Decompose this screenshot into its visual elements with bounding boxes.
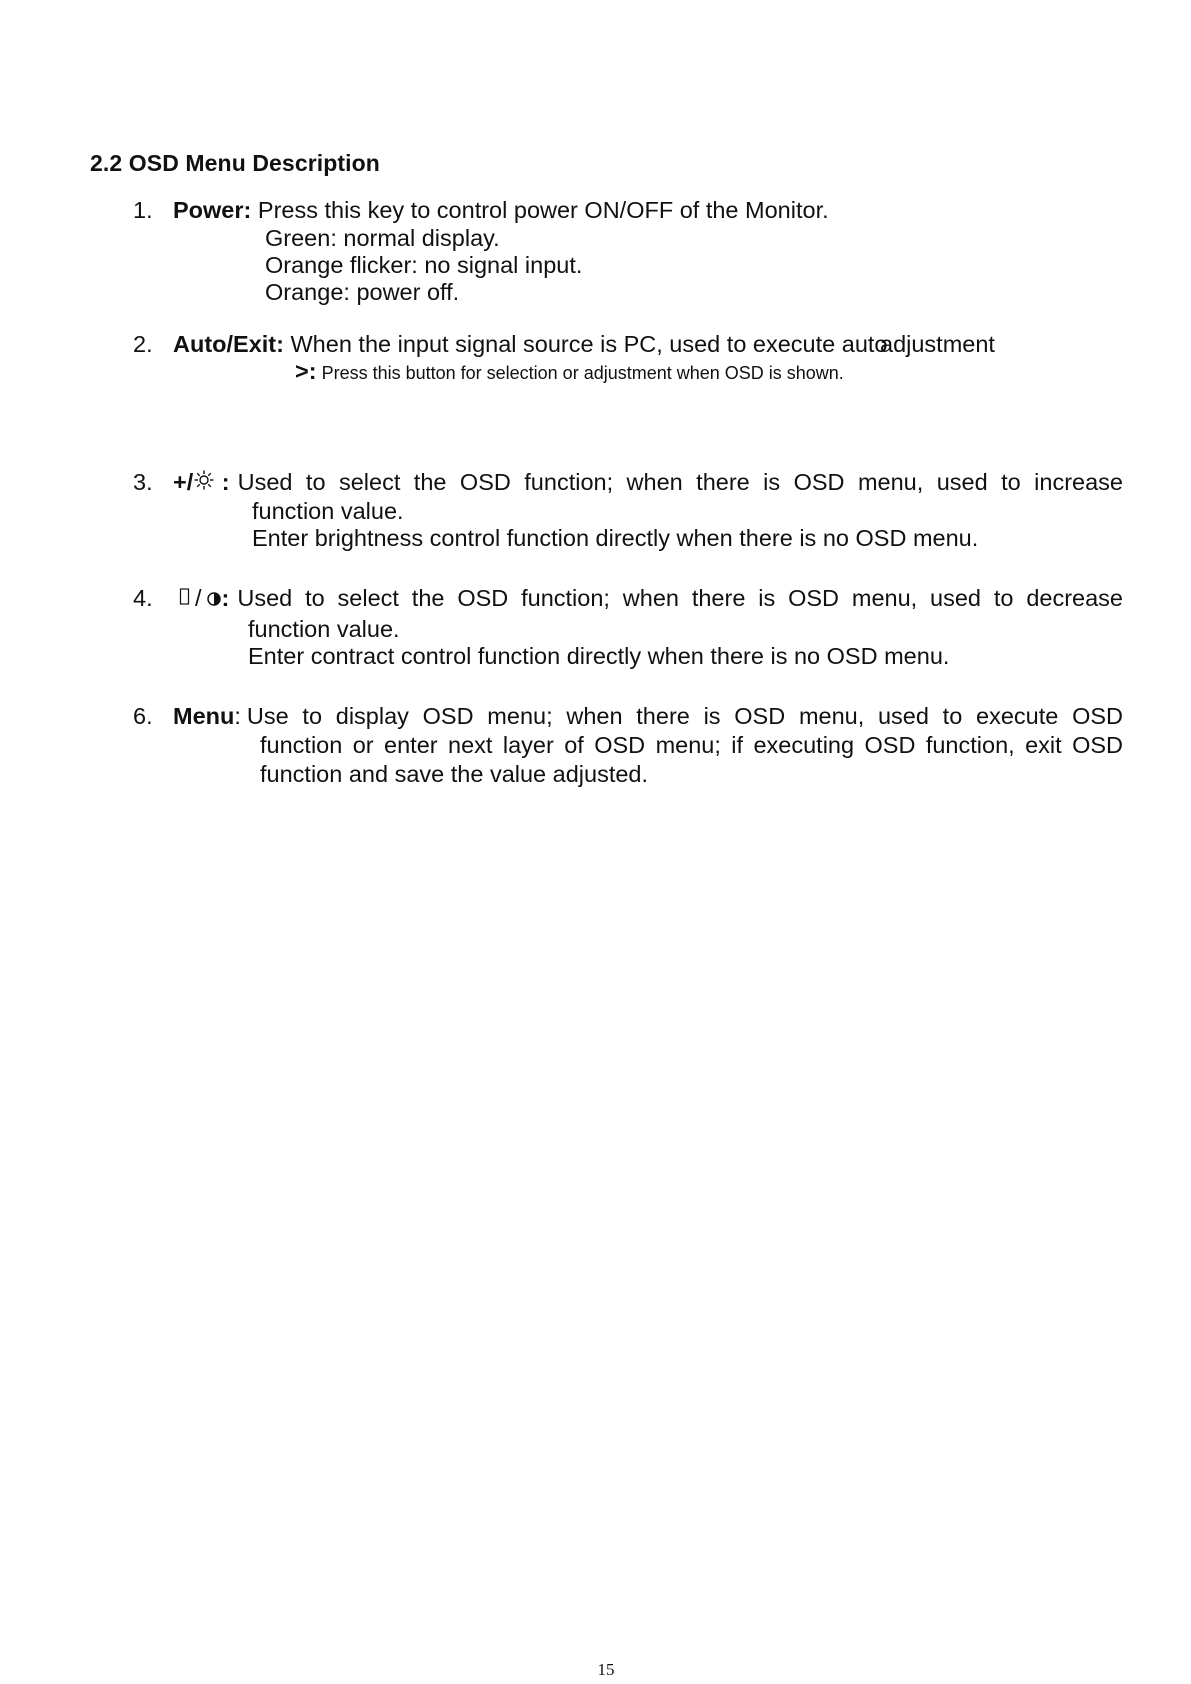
select-key-text: Press this button for selection or adjustment when OSD is shown. [316, 363, 844, 383]
select-key-label: >: [295, 358, 317, 384]
item-number: 6. [133, 703, 153, 729]
power-state-orange-flicker: Orange flicker: no signal input. [265, 252, 583, 278]
plus-brightness-line-2: function value. [252, 498, 404, 524]
plus-brightness-line-1: Used to select the OSD function; when there is OSD menu, used to increase [237, 469, 1123, 495]
section-heading: 2.2 OSD Menu Description [90, 150, 380, 176]
plus-brightness-line-3: Enter brightness control function directly when there is no OSD menu. [252, 525, 979, 551]
auto-exit-lead-text: When the input signal source is PC, used to execute auto [283, 331, 888, 357]
sun-icon [193, 469, 215, 498]
missing-glyph-icon [179, 585, 191, 614]
item-number: 3. [133, 469, 153, 495]
auto-exit-label: Auto/Exit: [173, 331, 284, 357]
auto-exit-description [173, 330, 888, 359]
minus-label-colon: : [221, 585, 230, 611]
auto-exit-tail-text: adjustment [880, 331, 995, 357]
minus-contrast-line-2: function value. [248, 616, 400, 642]
plus-brightness-line [173, 468, 1123, 498]
power-state-green: Green: normal display. [265, 225, 500, 251]
select-key-description [295, 357, 844, 388]
minus-label-slash: / [195, 585, 202, 611]
minus-contrast-line [179, 584, 1123, 614]
plus-label: +/ [173, 469, 194, 495]
power-state-orange: Orange: power off. [265, 279, 460, 305]
menu-line-3: function and save the value adjusted. [260, 761, 649, 787]
menu-label-colon: : [234, 703, 241, 729]
menu-line [173, 702, 1123, 731]
menu-line-2: function or enter next layer of OSD menu; if executing OSD function, exit OSD [260, 732, 1123, 758]
power-lead-text: Press this key to control power ON/OFF of the Monitor. [251, 197, 829, 223]
power-label: Power: [173, 197, 252, 223]
item-number: 4. [133, 585, 153, 611]
minus-contrast-line-3: Enter contract control function directly when there is no OSD menu. [248, 643, 950, 669]
plus-label-colon: : [215, 469, 230, 495]
item-number: 2. [133, 331, 153, 357]
menu-line-1: Use to display OSD menu; when there is OSD menu, used to execute OSD [246, 703, 1123, 729]
page-number: 15 [597, 1660, 615, 1679]
menu-label: Menu [173, 703, 235, 729]
minus-contrast-line-1: Used to select the OSD function; when there is OSD menu, used to decrease [237, 585, 1123, 611]
item-number: 1. [133, 197, 153, 223]
contrast-icon [206, 585, 222, 614]
power-description [173, 196, 829, 225]
